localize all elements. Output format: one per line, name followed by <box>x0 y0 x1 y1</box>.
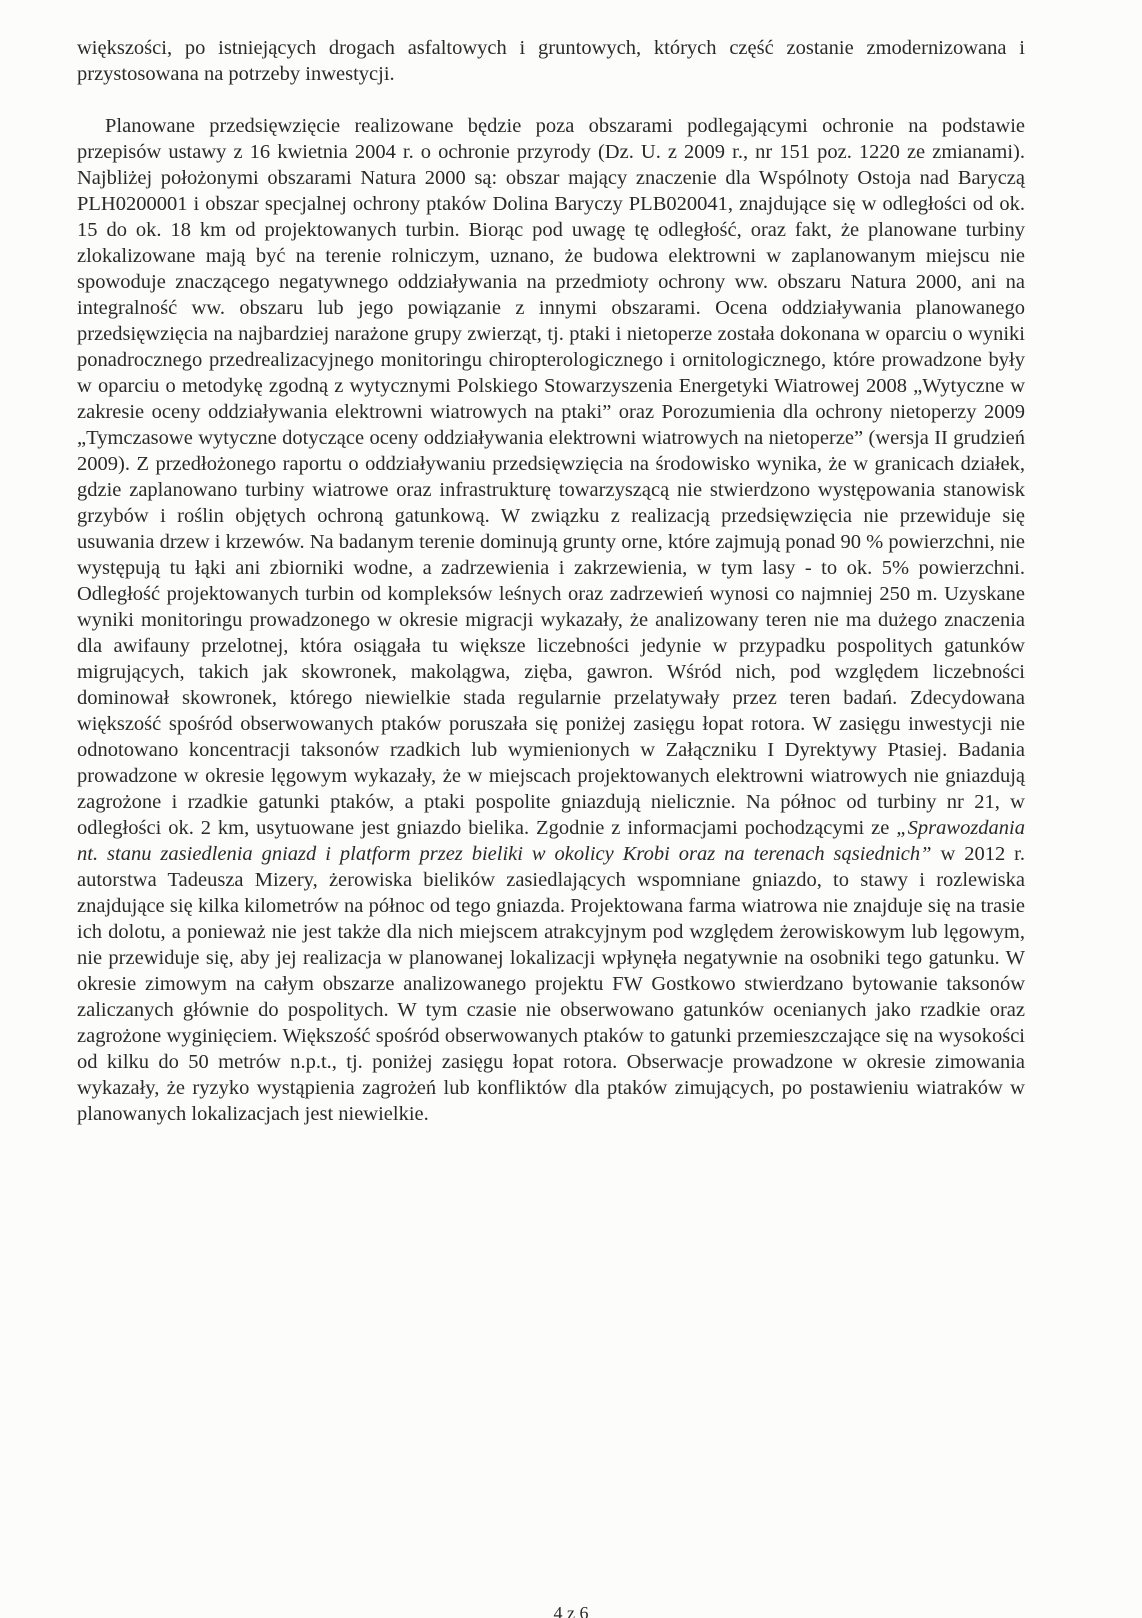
page-number: 4 z 6 <box>553 1603 589 1618</box>
paragraph-main <box>77 113 1025 1127</box>
paragraph-2-text-before-italic: Planowane przedsięwzięcie realizowane będzie poza obszarami podlegającymi ochronie na podstawie przepisów ustawy z 16 kwietnia 2004 r. o ochronie przyrody (Dz. U. z 2009 r., nr 151 poz. 1220 ze zmianami). Najbliżej położonymi obszarami Natura 2000 są: obszar mający znaczenie dla Wspólnoty Ostoja nad Baryczą PLH0200001 i obszar specjalnej ochrony ptaków Dolina Baryczy PLB020041, znajdujące się w odległości od ok. 15 do ok. 18 km od projektowanych turbin. Biorąc pod uwagę tę odległość, oraz fakt, że planowane turbiny zlokalizowane mają być na terenie rolniczym, uznano, że budowa elektrowni w zaplanowanym miejscu nie spowoduje znaczącego negatywnego oddziaływania na przedmioty ochrony ww. obszaru Natura 2000, ani na integralność ww. obszaru lub jego powiązanie z innymi obszarami. Ocena oddziaływania planowanego przedsięwzięcia na najbardziej narażone grupy zwierząt, tj. ptaki i nietoperze została dokonana w oparciu o wyniki ponadrocznego przedrealizacyjnego monitoringu chiropterologicznego i ornitologicznego, które prowadzone były w oparciu o metodykę zgodną z wytycznymi Polskiego Stowarzyszenia Energetyki Wiatrowej 2008 „Wytyczne w zakresie oceny oddziaływania elektrowni wiatrowych na ptaki” oraz Porozumienia dla ochrony nietoperzy 2009 „Tymczasowe wytyczne dotyczące oceny oddziaływania elektrowni wiatrowych na nietoperze” (wersja II grudzień 2009). Z przedłożonego raportu o oddziaływaniu przedsięwzięcia na środowisko wynika, że w granicach działek, gdzie zaplanowano turbiny wiatrowe oraz infrastrukturę towarzyszącą nie stwierdzono występowania stanowisk grzybów i roślin objętych ochroną gatunkową. W związku z realizacją przedsięwzięcia nie przewiduje się usuwania drzew i krzewów. Na badanym terenie dominują grunty orne, które zajmują ponad 90 % powierzchni, nie występują tu łąki ani zbiorniki wodne, a zadrzewienia i zakrzewienia, w tym lasy - to ok. 5% powierzchni. Odległość projektowanych turbin od kompleksów leśnych oraz zadrzewień wynosi co najmniej 250 m. Uzyskane wyniki monitoringu prowadzonego w okresie migracji wykazały, że analizowany teren nie ma dużego znaczenia dla awifauny przelotnej, która osiągała tu większe liczebności jedynie w przypadku pospolitych gatunków migrujących, takich jak skowronek, makolągwa, zięba, gawron. Wśród nich, pod względem liczebności dominował skowronek, którego niewielkie stada regularnie przelatywały przez teren badań. Zdecydowana większość spośród obserwowanych ptaków poruszała się poniżej zasięgu łopat rotora. W zasięgu inwestycji nie odnotowano koncentracji taksonów rzadkich lub wymienionych w Załączniku I Dyrektywy Ptasiej. Badania prowadzone w okresie lęgowym wykazały, że w miejscach projektowanych elektrowni wiatrowych nie gniazdują zagrożone i rzadkie gatunki ptaków, a ptaki pospolite gniazdują nielicznie. Na północ od turbiny nr 21, w odległości ok. 2 km, usytuowane jest gniazdo bielika. Zgodnie z informacjami pochodzącymi ze <box>77 115 1025 839</box>
paragraph-2-text <box>77 113 1025 1127</box>
paragraph-2-text-after-italic: w 2012 r. autorstwa Tadeusza Mizery, żerowiska bielików zasiedlających wspomniane gniazdo, to stawy i rozlewiska znajdujące się kilka kilometrów na północ od tego gniazda. Projektowana farma wiatrowa nie znajduje się na trasie ich dolotu, a ponieważ nie jest także dla nich miejscem atrakcyjnym pod względem żerowiskowym lub lęgowym, nie przewiduje się, aby jej realizacja w planowanej lokalizacji wpłynęła negatywnie na osobniki tego gatunku. W okresie zimowym na całym obszarze analizowanego projektu FW Gostkowo stwierdzano bytowanie taksonów zaliczanych głównie do pospolitych. W tym czasie nie obserwowano gatunków ocenianych jako rzadkie oraz zagrożone wyginięciem. Większość spośród obserwowanych ptaków to gatunki przemieszczające się na wysokości od kilku do 50 metrów n.p.t., tj. poniżej zasięgu łopat rotora. Obserwacje prowadzone w okresie zimowania wykazały, że ryzyko wystąpienia zagrożeń lub konfliktów dla ptaków zimujących, po postawieniu wiatraków w planowanych lokalizacjach jest niewielkie. <box>77 843 1026 1125</box>
paragraph-1-text: większości, po istniejących drogach asfaltowych i gruntowych, których część zostanie zmodernizowana i przystosowana na potrzeby inwestycji. <box>77 37 1025 85</box>
report-title-italic: „Sprawozdania nt. stanu zasiedlenia gniazd i platform przez bieliki w okolicy Krobi oraz na terenach sąsiednich” <box>77 817 1025 865</box>
paragraph-continuation <box>77 35 1025 87</box>
